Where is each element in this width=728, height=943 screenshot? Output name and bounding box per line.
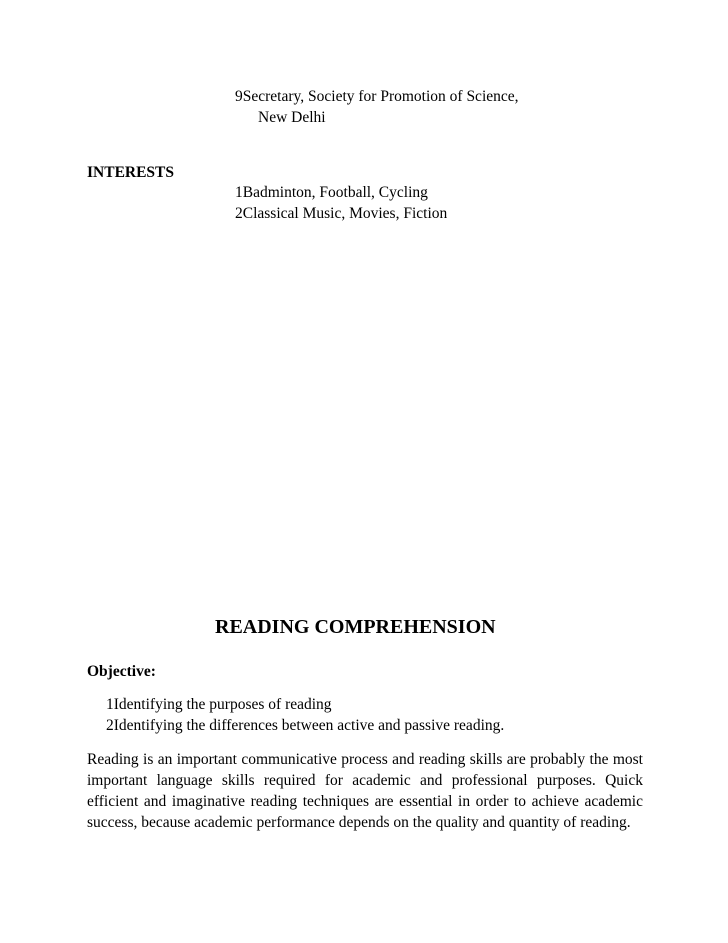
membership-item-9-line1: 9Secretary, Society for Promotion of Science, [235, 88, 519, 105]
objective-heading: Objective: [87, 663, 156, 680]
interest-item-2: 2Classical Music, Movies, Fiction [235, 205, 448, 222]
membership-item-9-line2: New Delhi [258, 109, 326, 126]
interests-heading: INTERESTS [87, 164, 175, 181]
objective-item-2: 2Identifying the differences between active and passive reading. [106, 717, 505, 734]
section-title: READING COMPREHENSION [215, 616, 496, 638]
interest-item-1: 1Badminton, Football, Cycling [235, 184, 428, 201]
body-paragraph: Reading is an important communicative process and reading skills are probably the most important language skills required for academic and professional purposes. Quick efficient and imaginative reading techniques are essential in order to achieve academic success, because academic performance depends on the quality and quantity of reading. [87, 751, 643, 831]
objective-item-1: 1Identifying the purposes of reading [106, 696, 332, 713]
